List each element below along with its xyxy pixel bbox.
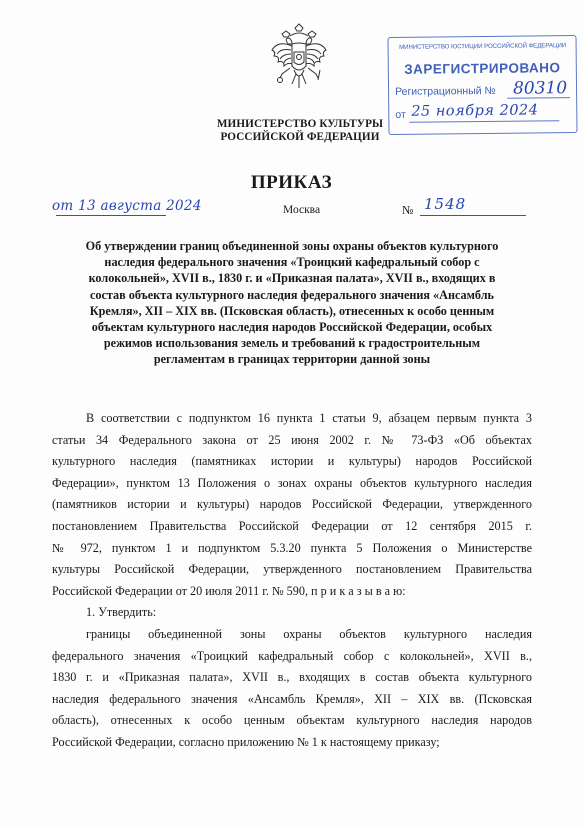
stamp-registration-number: 80310 bbox=[512, 78, 568, 99]
heading-line: состав объекта культурного наследия федерального значения «Ансамбль bbox=[90, 287, 494, 302]
body-line: 1830 г. и «Приказная палата», XVII в., входящих в состав объекта культурного bbox=[52, 670, 532, 685]
body-line: (памятников истории и культуры) народов Российской Федерации, утвержденного bbox=[52, 497, 532, 512]
heading-line: Об утверждении границ объединенной зоны охраны объектов культурного bbox=[85, 239, 499, 253]
heading-line: колокольней», XVII в., 1830 г. и «Приказная палата», XVII в., входящих в bbox=[88, 271, 496, 286]
order-number-label: № bbox=[402, 203, 414, 217]
body-line: наследия федерального значения «Ансамбль Кремля», XII – XIX вв. (Псковская bbox=[52, 691, 532, 706]
body-line: № 972, пунктом 1 и подпунктом 5.3.20 пункта 5 Положения о Министерстве bbox=[52, 540, 532, 555]
body-line: область), отнесенных к особо ценным объектам культурного наследия народов bbox=[52, 713, 532, 728]
body-line: федерального значения «Троицкий кафедральный собор с колокольней», XVII в., bbox=[52, 648, 532, 663]
stamp-date-label: от bbox=[395, 108, 406, 121]
heading-line: режимов использования земель и требований к градостроительным bbox=[103, 336, 481, 351]
body-line: статьи 34 Федерального закона от 25 июня 2002 г. № 73-ФЗ «Об объектах bbox=[52, 432, 532, 447]
body-line: В соответствии с подпунктом 16 пункта 1 статьи 9, абзацем первым пункта 3 bbox=[86, 411, 532, 425]
ministry-name bbox=[200, 118, 400, 144]
order-date: от 13 августа 2024 bbox=[52, 198, 202, 214]
stamp-registration-label: Регистрационный № bbox=[395, 84, 496, 98]
order-subject-heading bbox=[48, 238, 536, 368]
body-line: Российской Федерации от 20 июля 2011 г. № 590, п р и к а з ы в а ю: bbox=[52, 583, 406, 598]
registration-stamp bbox=[387, 35, 577, 135]
body-line: границы объединенной зоны охраны объектов культурного наследия bbox=[86, 626, 532, 641]
stamp-date-underline bbox=[409, 120, 559, 123]
ministry-line-2: РОССИЙСКОЙ ФЕДЕРАЦИИ bbox=[220, 131, 380, 143]
stamp-title: ЗАРЕГИСТРИРОВАНО bbox=[404, 60, 561, 77]
russian-coat-of-arms-icon bbox=[268, 22, 330, 94]
order-city: Москва bbox=[283, 204, 321, 216]
ministry-line-1: МИНИСТЕРСТВО КУЛЬТУРЫ bbox=[216, 118, 384, 130]
stamp-number-underline bbox=[507, 97, 570, 99]
stamp-registration-date: 25 ноября 2024 bbox=[411, 102, 539, 120]
document-title: ПРИКАЗ bbox=[250, 172, 333, 193]
heading-line: объектам культурного наследия народов Российской Федерации, особых bbox=[91, 320, 493, 335]
body-line: постановлением Правительства Российской Федерации от 12 сентября 2015 г. bbox=[52, 518, 532, 533]
order-number: 1548 bbox=[424, 195, 467, 213]
order-date-underline bbox=[56, 215, 166, 216]
heading-line: наследия федерального значения «Троицкий кафедральный собор с bbox=[104, 255, 480, 270]
order-body-text bbox=[52, 408, 532, 754]
heading-line: Кремля», XII – XIX вв. (Псковская область), отнесенных к особо ценным bbox=[89, 303, 495, 318]
order-number-underline bbox=[420, 215, 526, 216]
clause-heading: 1. Утвердить: bbox=[86, 605, 157, 620]
body-line: культурного наследия (памятниках истории и культуры) народов Российской bbox=[52, 454, 532, 469]
heading-line: регламентам в границах территории данной зоны bbox=[153, 352, 431, 367]
body-line: культуры Российской Федерации, утвержденного постановлением Правительства bbox=[52, 562, 532, 577]
body-line: Российской Федерации, согласно приложению № 1 к настоящему приказу; bbox=[52, 734, 440, 749]
stamp-organization: МИНИСТЕРСТВО ЮСТИЦИИ РОССИЙСКОЙ ФЕДЕРАЦИИ bbox=[399, 42, 567, 51]
body-line: Федерации», пунктом 13 Положения о зонах охраны объектов культурного наследия bbox=[52, 475, 532, 490]
